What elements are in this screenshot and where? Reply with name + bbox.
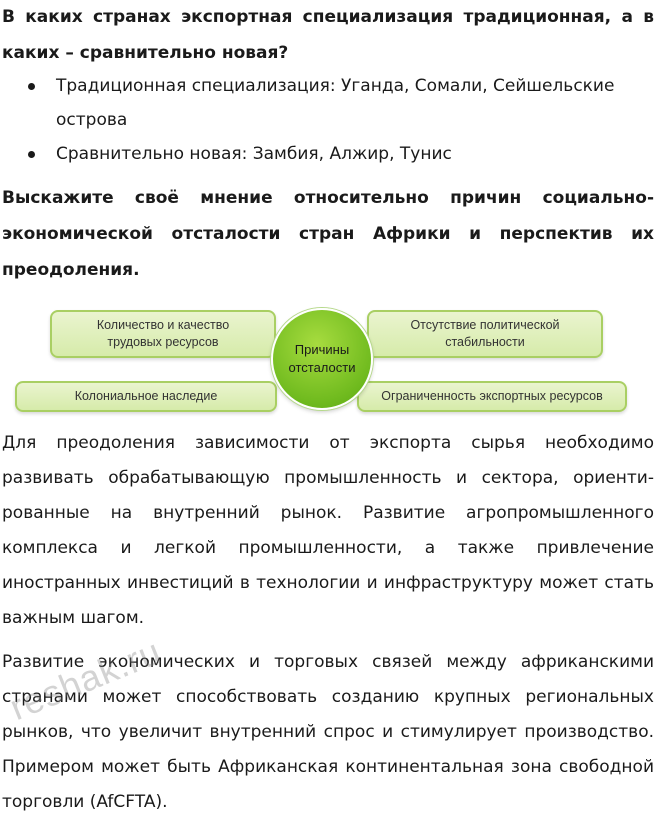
cause-labor-resources <box>50 310 276 358</box>
cause-label: Отсутствие политической стабильности <box>410 318 560 349</box>
answer-paragraph-1: Для преодоления зависимости от экспорта сырья необходимо развивать обрабатывающую промышленность и сектора, ориенти-рованные на внутренний рынок. Развитие агропромышленного комплекса и легкой промышленности, а также привлечение иностранных инвестиций в технологии и инфраструктуру может стать важным шагом. <box>2 433 654 628</box>
cause-label: Колониальное наследие <box>74 389 218 403</box>
question-heading-1: В каких странах экспортная специализация традиционная, а в каких – сравнительно новая? <box>2 7 654 63</box>
answer-paragraph-2: Развитие экономических и торговых связей между африканскими странами может способствовать созданию крупных региональных рынков, что увеличит внутренний спрос и стимулирует производство. Примером может быть Африканская континентальная зона свободной торговли (AfCFTA). <box>2 652 654 812</box>
watermark: reshak.ru <box>4 630 167 729</box>
cause-political-instability <box>367 310 603 358</box>
cause-label: Количество и качество трудовых ресурсов <box>96 318 230 349</box>
list-item: Традиционная специализация: Уганда, Сомали, Сейшельские острова <box>0 69 656 137</box>
cause-label: Ограниченность экспортных ресурсов <box>381 389 603 403</box>
cause-limited-export-resources <box>357 381 627 412</box>
question-heading-2: Выскажите своё мнение относительно причин социально-экономической отсталости стран Африки и перспектив их преодоления. <box>2 188 654 280</box>
answer-list <box>0 69 656 171</box>
diagram-center-circle <box>271 308 373 410</box>
cause-colonial-legacy <box>15 381 277 412</box>
list-item: Сравнительно новая: Замбия, Алжир, Тунис <box>0 137 656 171</box>
center-label: Причины отсталости <box>288 342 356 375</box>
causes-diagram <box>0 300 656 420</box>
